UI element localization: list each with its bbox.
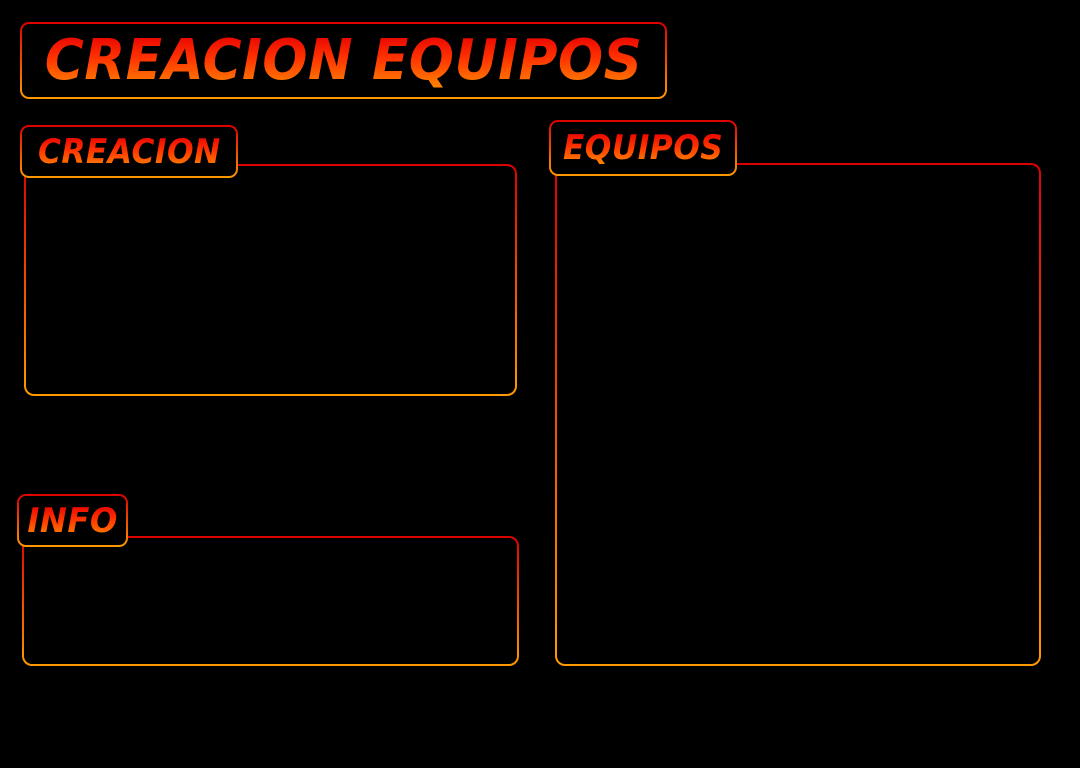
creacion-panel — [24, 164, 517, 396]
info-panel — [22, 536, 519, 666]
equipos-panel — [555, 163, 1041, 666]
creacion-section-label: CREACION — [37, 131, 221, 172]
equipos-section-tab — [549, 120, 737, 176]
page-title: CREACION EQUIPOS — [44, 27, 643, 93]
info-section-tab — [17, 494, 128, 547]
creacion-section-tab — [20, 125, 238, 178]
equipos-section-label: EQUIPOS — [562, 128, 724, 168]
info-section-label: INFO — [27, 500, 118, 541]
page-title-box — [20, 22, 667, 99]
